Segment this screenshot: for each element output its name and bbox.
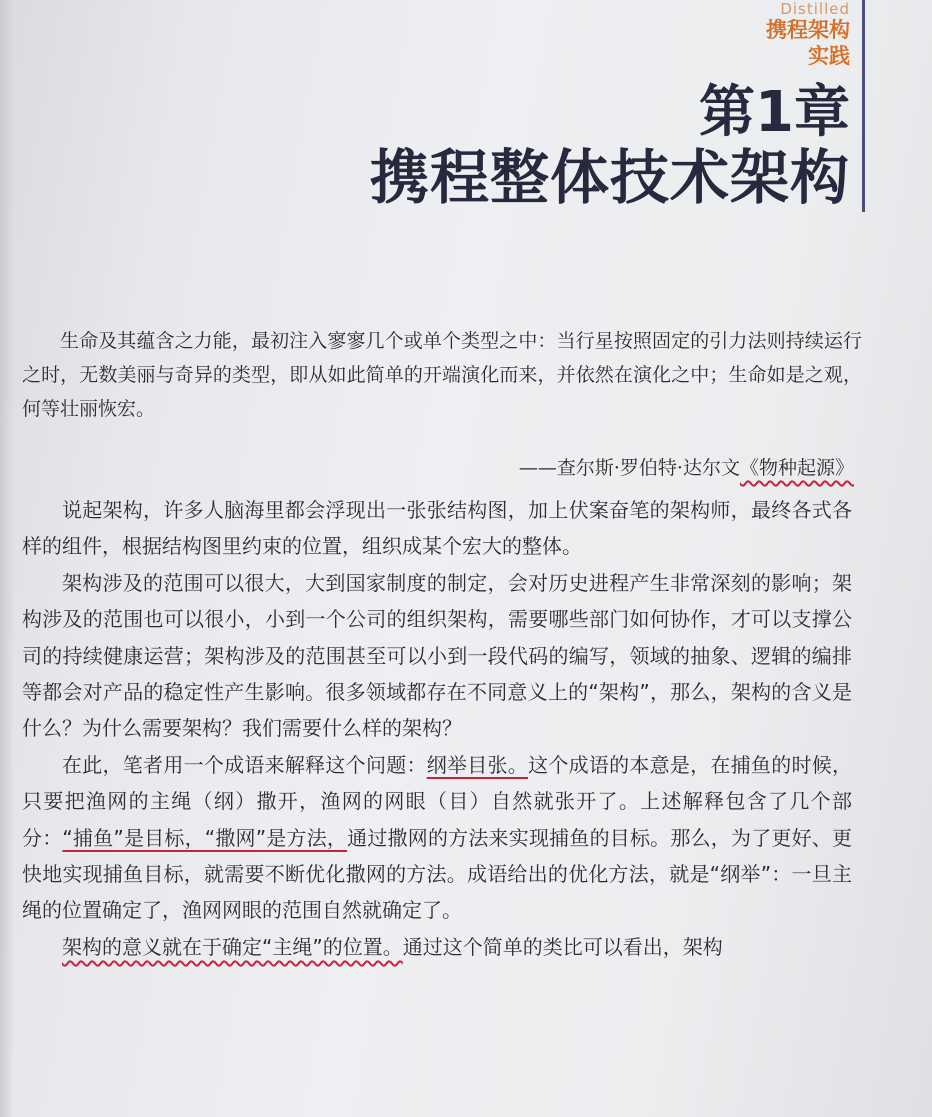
chapter-body [22,492,852,965]
attribution-book-underlined: 《物种起源》 [739,457,854,479]
attribution-author: ——查尔斯·罗伯特·达尔文 [518,457,740,479]
series-name-line2: 实践 [808,44,850,68]
paragraph-3 [22,747,852,929]
paragraph-4-part-b: 通过这个简单的类比可以看出，架构 [402,934,723,959]
chapter-title: 携程整体技术架构 [369,143,850,212]
paragraph-3-part-a: 在此，笔者用一个成语来解释这个问题： [62,752,427,777]
paragraph-3-part-c: 通过撒网的方法来实现捕鱼的目标。那么，为了更好、更快地实现捕鱼目标，就需要不断优化撒网的方法。成语给出的优化方法，就是“纲举”：一旦主绳的位置确定了，渔网网眼的范围自然就确定了。 [22,825,853,923]
series-header [766,0,850,69]
page-gutter-shadow [0,0,14,1117]
series-tagline: Distilled [780,0,850,18]
paragraph-4 [22,929,852,965]
epigraph [22,324,862,426]
series-name-line1: 携程架构 [766,18,850,42]
paragraph-3-part-b: 这个成语的本意是，在捕鱼的时候，只要把渔网的主绳（纲）撒开，渔网的网眼（目）自然就张开了。上述解释包含了几个部分： [22,752,853,850]
epigraph-attribution [519,453,854,483]
highlight-architecture-meaning: 架构的意义就在于确定“主绳”的位置。 [62,934,403,959]
highlight-goal-method: “捕鱼”是目标，“撒网”是方法， [62,825,348,850]
paragraph-1: 说起架构，许多人脑海里都会浮现出一张张结构图，加上伏案奋笔的架构师，最终各式各样的组件，根据结构图里约束的位置，组织成某个宏大的整体。 [22,498,852,559]
epigraph-text: 生命及其蕴含之力能，最初注入寥寥几个或单个类型之中：当行星按照固定的引力法则持续运行之时，无数美丽与奇异的类型，即从如此简单的开端演化而来，并依然在演化之中；生命如是之观，何等壮丽恢宏。 [22,330,862,420]
header-vertical-rule [862,0,865,212]
highlight-idiom: 纲举目张。 [426,752,529,777]
chapter-number: 第1章 [699,80,850,145]
paragraph-2: 架构涉及的范围可以很大，大到国家制度的制定，会对历史进程产生非常深刻的影响；架构涉及的范围也可以很小，小到一个公司的组织架构，需要哪些部门如何协作，才可以支撑公司的持续健康运营；架构涉及的范围甚至可以小到一段代码的编写，领域的抽象、逻辑的编排等都会对产品的稳定性产生影响。很多领域都存在不同意义上的“架构”，那么，架构的含义是什么？为什么需要架构？我们需要什么样的架构？ [22,570,852,741]
